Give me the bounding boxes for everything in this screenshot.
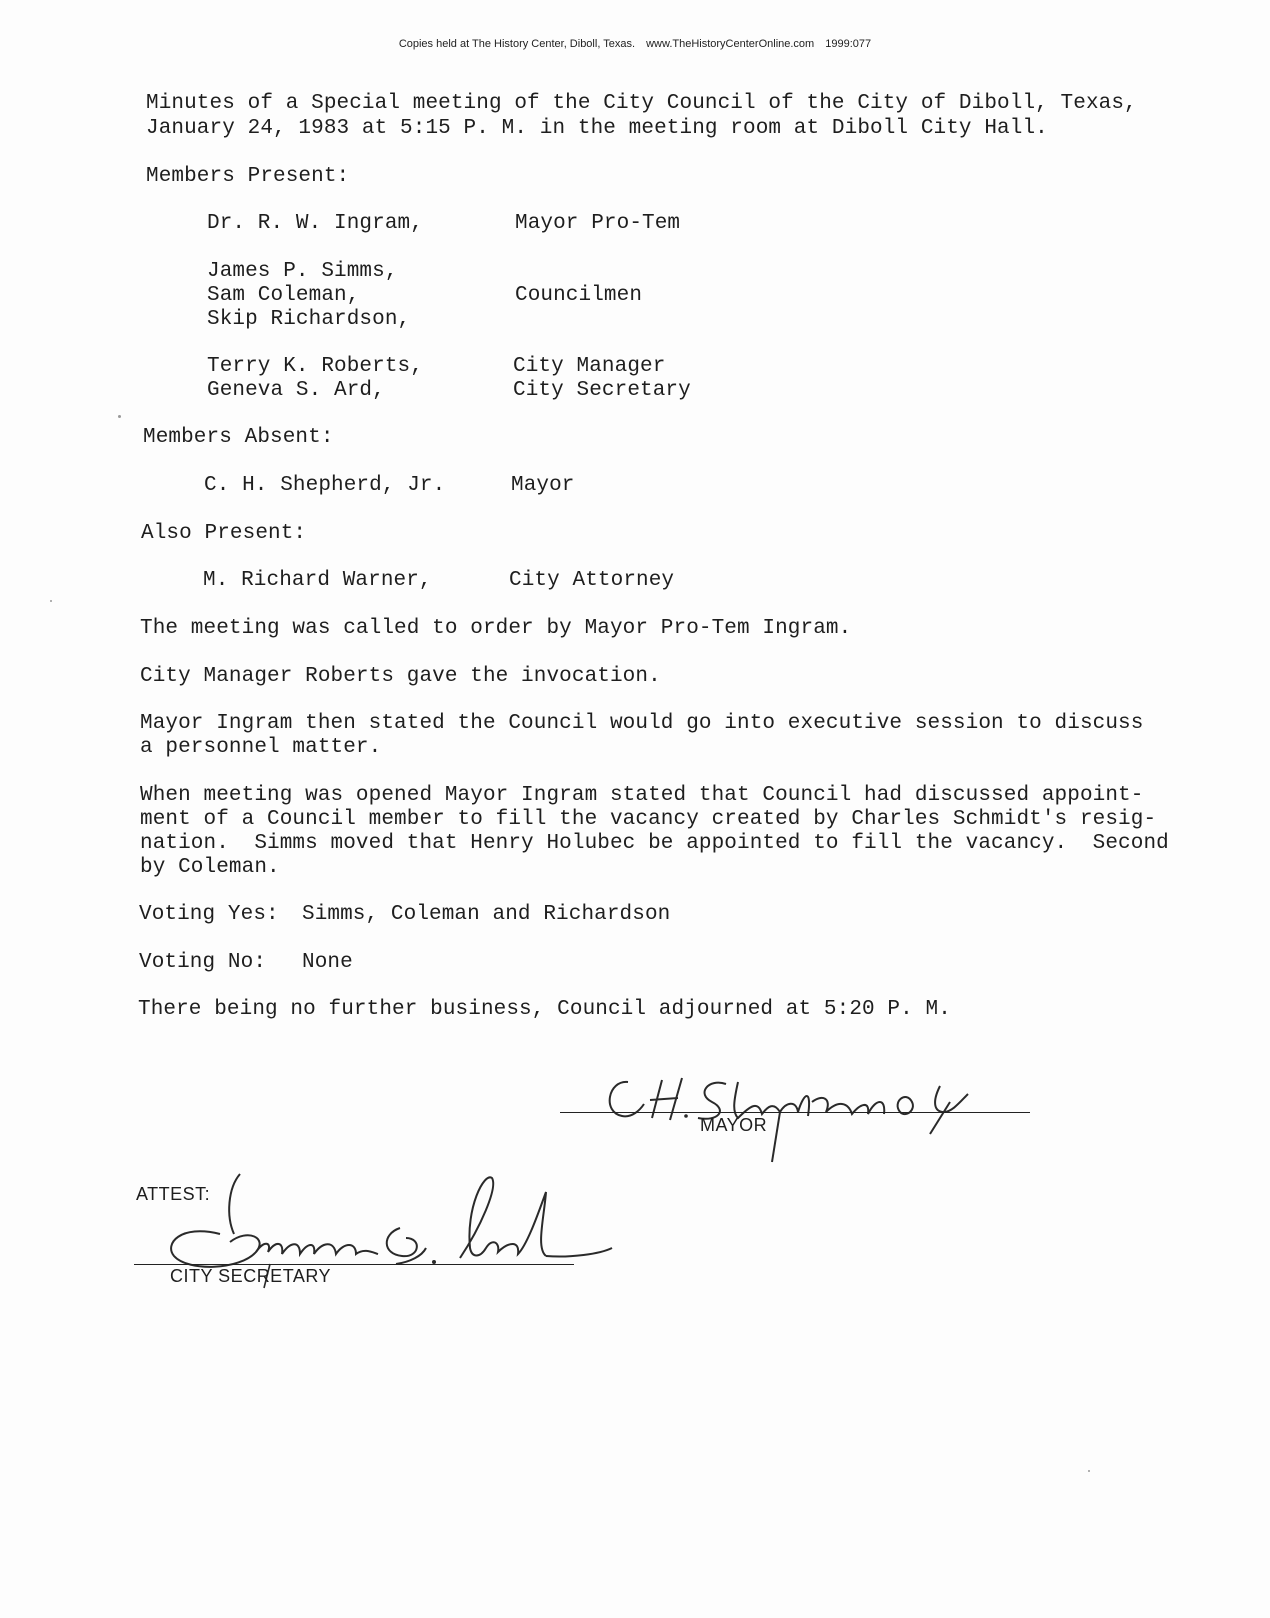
intro-line-2: January 24, 1983 at 5:15 P. M. in the meeting room at Diboll City Hall. — [146, 117, 1048, 140]
paragraph-appointment: When meeting was opened Mayor Ingram stated that Council had discussed appoint- — [140, 784, 1144, 807]
paragraph-executive-session: a personnel matter. — [140, 736, 382, 759]
member-role: Mayor Pro-Tem — [515, 212, 681, 235]
mayor-signature-line — [560, 1112, 1030, 1113]
absent-member-name: C. H. Shepherd, Jr. — [204, 474, 446, 497]
intro-line-1: Minutes of a Special meeting of the City Council of the City of Diboll, Texas, — [146, 92, 1137, 115]
voting-yes-value: Simms, Coleman and Richardson — [302, 903, 671, 926]
paragraph-executive-session: Mayor Ingram then stated the Council would go into executive session to discuss — [140, 712, 1144, 735]
member-role: City Secretary — [513, 379, 691, 402]
scan-speck — [1088, 1470, 1090, 1472]
members-present-heading: Members Present: — [146, 165, 350, 188]
voting-no-label: Voting No: — [139, 951, 267, 974]
secretary-signature-line — [134, 1264, 574, 1265]
archive-header — [0, 38, 1270, 50]
archive-header-source: Copies held at The History Center, Diboll, Texas. — [398, 38, 636, 50]
member-name: Terry K. Roberts, — [207, 355, 423, 378]
paragraph-appointment: nation. Simms moved that Henry Holubec be appointed to fill the vacancy. Second — [140, 832, 1169, 855]
paragraph-invocation: City Manager Roberts gave the invocation. — [140, 665, 661, 688]
also-present-heading: Also Present: — [141, 522, 307, 545]
archive-header-id: 1999:077 — [825, 38, 872, 50]
mayor-signature — [600, 1072, 1020, 1182]
voting-no-value: None — [302, 951, 353, 974]
secretary-caption: CITY SECRETARY — [170, 1266, 332, 1286]
voting-yes-label: Voting Yes: — [139, 903, 279, 926]
attest-label: ATTEST: — [136, 1184, 211, 1204]
mayor-caption: MAYOR — [700, 1115, 768, 1135]
absent-member-role: Mayor — [511, 474, 575, 497]
member-role: Councilmen — [515, 284, 643, 307]
member-name: Dr. R. W. Ingram, — [207, 212, 423, 235]
also-present-role: City Attorney — [509, 569, 675, 592]
member-name: Sam Coleman, — [207, 284, 360, 307]
also-present-name: M. Richard Warner, — [203, 569, 432, 592]
member-name: James P. Simms, — [207, 260, 398, 283]
scan-speck — [50, 600, 52, 602]
paragraph-call-to-order: The meeting was called to order by Mayor Pro-Tem Ingram. — [140, 617, 852, 640]
paragraph-adjournment: There being no further business, Council adjourned at 5:20 P. M. — [138, 998, 951, 1021]
archive-header-url: www.TheHistoryCenterOnline.com — [646, 38, 815, 50]
member-name: Geneva S. Ard, — [207, 379, 385, 402]
paragraph-appointment: by Coleman. — [140, 856, 280, 879]
members-absent-heading: Members Absent: — [143, 426, 334, 449]
member-name: Skip Richardson, — [207, 308, 411, 331]
member-role: City Manager — [513, 355, 666, 378]
scan-speck — [118, 415, 121, 418]
paragraph-appointment: ment of a Council member to fill the vacancy created by Charles Schmidt's resig- — [140, 808, 1157, 831]
